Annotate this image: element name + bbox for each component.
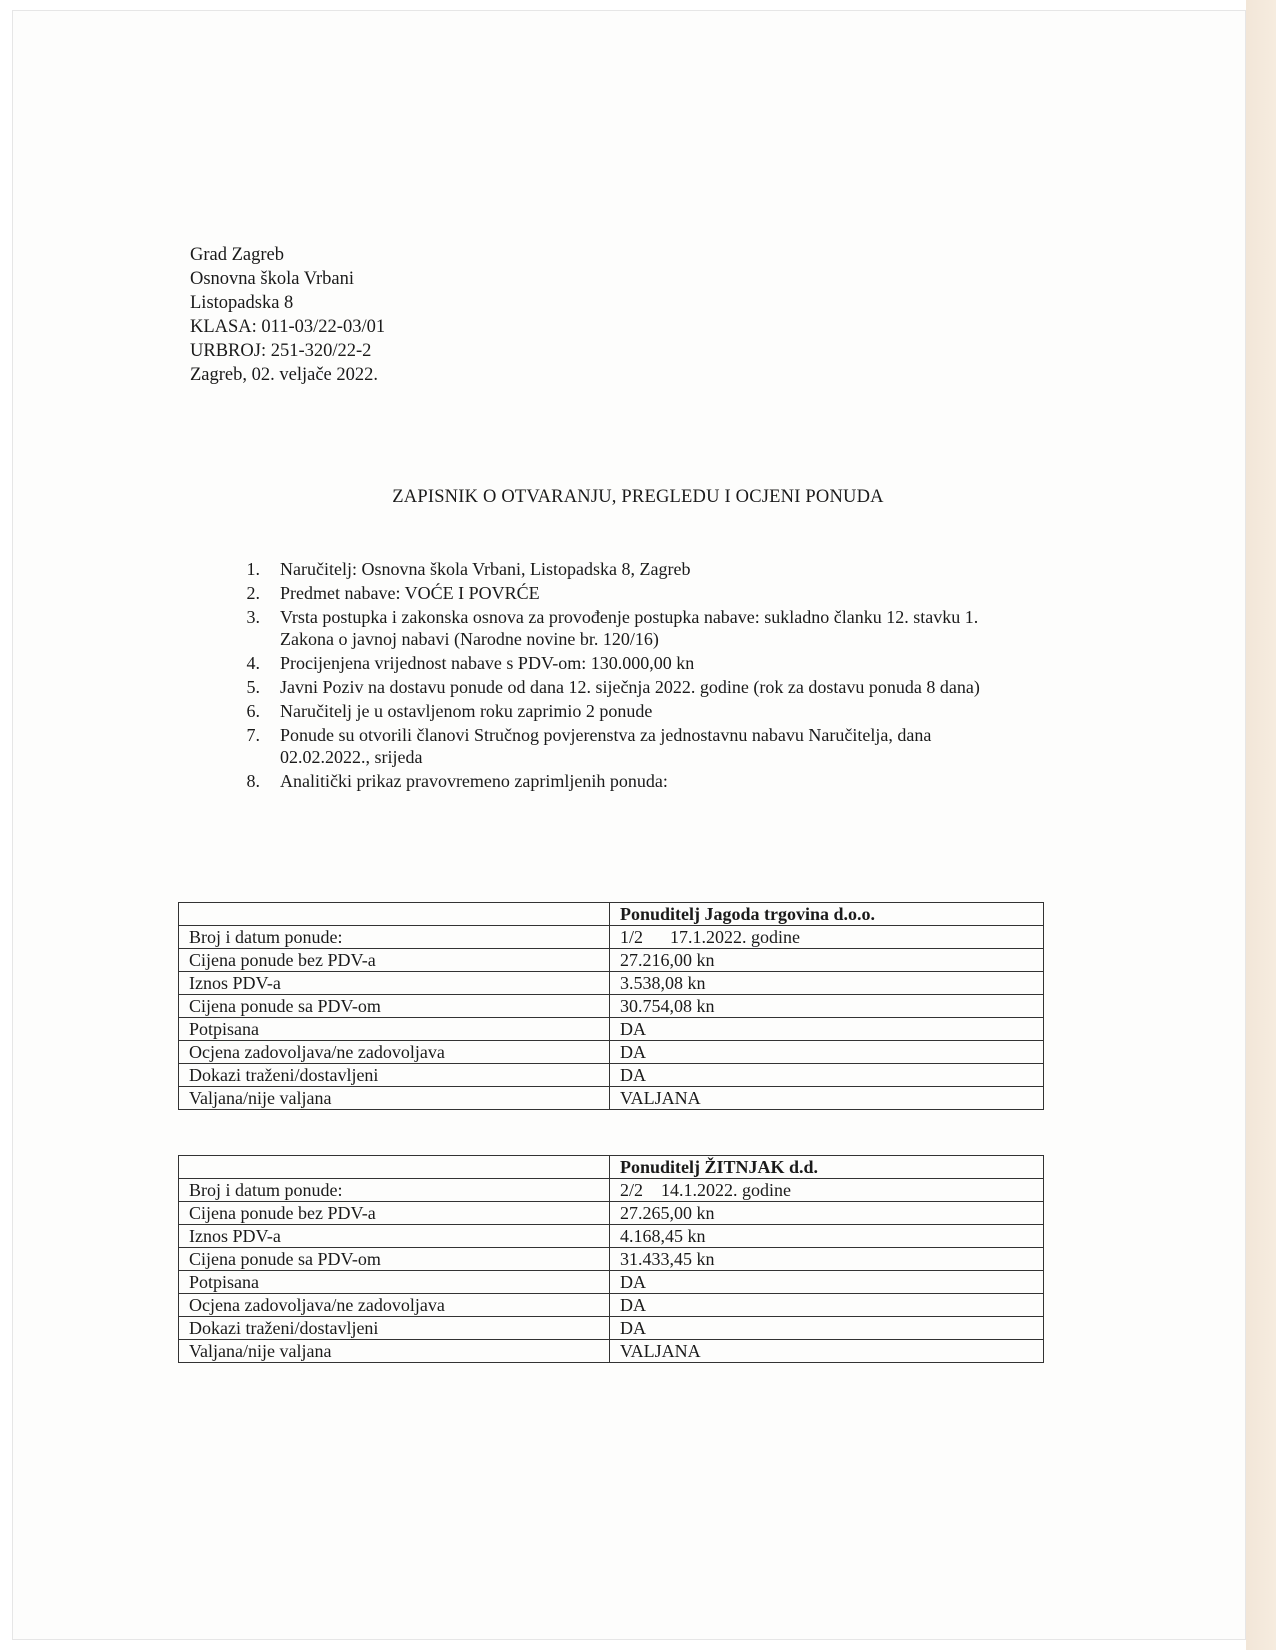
list-item	[220, 652, 1020, 674]
list-item-text: Naručitelj je u ostavljenom roku zaprimio 2 ponude	[280, 701, 653, 721]
row-value: 4.168,45 kn	[610, 1225, 1044, 1248]
row-label: Potpisana	[179, 1018, 610, 1041]
row-value: 1/2 17.1.2022. godine	[610, 926, 1044, 949]
header-date: Zagreb, 02. veljače 2022.	[190, 365, 379, 385]
table-row	[179, 1064, 1044, 1087]
row-value: 3.538,08 kn	[610, 972, 1044, 995]
list-item-number: 7.	[246, 725, 260, 745]
table-row	[179, 926, 1044, 949]
header-klasa: KLASA: 011-03/22-03/01	[190, 317, 386, 337]
list-item-number: 3.	[246, 607, 260, 627]
list-item-number: 2.	[246, 583, 260, 603]
table-row	[179, 1271, 1044, 1294]
list-item	[220, 724, 1020, 768]
list-item-number: 1.	[246, 559, 260, 579]
row-label: Cijena ponude bez PDV-a	[179, 1202, 610, 1225]
table-row	[179, 949, 1044, 972]
header-city: Grad Zagreb	[190, 245, 284, 265]
row-value: 31.433,45 kn	[610, 1248, 1044, 1271]
list-item-text: Analitički prikaz pravovremeno zaprimljenih ponuda:	[280, 771, 668, 791]
row-label: Cijena ponude sa PDV-om	[179, 995, 610, 1018]
list-item-number: 6.	[246, 701, 260, 721]
table-row	[179, 972, 1044, 995]
bidder-name: Ponuditelj Jagoda trgovina d.o.o.	[610, 903, 1044, 926]
list-item-number: 8.	[246, 771, 260, 791]
table-row	[179, 1087, 1044, 1110]
list-item-text: Procijenjena vrijednost nabave s PDV-om: 130.000,00 kn	[280, 653, 695, 673]
table-row	[179, 1340, 1044, 1363]
row-label: Iznos PDV-a	[179, 1225, 610, 1248]
row-label: Dokazi traženi/dostavljeni	[179, 1317, 610, 1340]
row-label: Ocjena zadovoljava/ne zadovoljava	[179, 1294, 610, 1317]
list-item-text: Ponude su otvorili članovi Stručnog povjerenstva za jednostavnu nabavu Naručitelja, dana 02.02.2022., srijeda	[280, 725, 932, 767]
row-label: Cijena ponude bez PDV-a	[179, 949, 610, 972]
header-address: Listopadska 8	[190, 293, 294, 313]
scan-edge	[1246, 0, 1276, 1650]
row-value: 27.216,00 kn	[610, 949, 1044, 972]
row-label: Potpisana	[179, 1271, 610, 1294]
row-value: DA	[610, 1041, 1044, 1064]
row-label: Broj i datum ponude:	[179, 926, 610, 949]
list-item	[220, 700, 1020, 722]
row-label: Cijena ponude sa PDV-om	[179, 1248, 610, 1271]
header-urbroj: URBROJ: 251-320/22-2	[190, 341, 372, 361]
list-item	[220, 676, 1020, 698]
row-value: DA	[610, 1317, 1044, 1340]
row-value: 2/2 14.1.2022. godine	[610, 1179, 1044, 1202]
row-value: DA	[610, 1294, 1044, 1317]
row-value: DA	[610, 1271, 1044, 1294]
list-item	[220, 770, 1020, 792]
header-school: Osnovna škola Vrbani	[190, 269, 354, 289]
table-header-row	[179, 1156, 1044, 1179]
row-value: VALJANA	[610, 1087, 1044, 1110]
row-label: Ocjena zadovoljava/ne zadovoljava	[179, 1041, 610, 1064]
table-header-row	[179, 903, 1044, 926]
row-value: 30.754,08 kn	[610, 995, 1044, 1018]
numbered-list	[220, 558, 1020, 794]
list-item	[220, 558, 1020, 580]
table-row	[179, 995, 1044, 1018]
table-row	[179, 1294, 1044, 1317]
sender-header	[190, 243, 385, 387]
offer-table-jagoda	[178, 902, 1044, 1110]
row-value: DA	[610, 1064, 1044, 1087]
table-row	[179, 1317, 1044, 1340]
row-label: Broj i datum ponude:	[179, 1179, 610, 1202]
list-item-text: Predmet nabave: VOĆE I POVRĆE	[280, 583, 540, 603]
list-item-text: Naručitelj: Osnovna škola Vrbani, Listopadska 8, Zagreb	[280, 559, 691, 579]
list-item-number: 4.	[246, 653, 260, 673]
table-corner-cell	[179, 903, 610, 926]
table-row	[179, 1179, 1044, 1202]
list-item-number: 5.	[246, 677, 260, 697]
document-title: ZAPISNIK O OTVARANJU, PREGLEDU I OCJENI PONUDA	[392, 487, 884, 507]
offer-table-zitnjak	[178, 1155, 1044, 1363]
list-item	[220, 582, 1020, 604]
row-value: 27.265,00 kn	[610, 1202, 1044, 1225]
list-item-text: Javni Poziv na dostavu ponude od dana 12. siječnja 2022. godine (rok za dostavu ponuda 8 dana)	[280, 677, 980, 697]
bidder-name: Ponuditelj ŽITNJAK d.d.	[610, 1156, 1044, 1179]
list-item-text: Vrsta postupka i zakonska osnova za provođenje postupka nabave: sukladno članku 12. stavku 1. Zakona o javnoj nabavi (Narodne novine br. 120/16)	[280, 607, 979, 649]
table-row	[179, 1225, 1044, 1248]
row-value: VALJANA	[610, 1340, 1044, 1363]
row-label: Valjana/nije valjana	[179, 1340, 610, 1363]
table-row	[179, 1202, 1044, 1225]
list-item	[220, 606, 1020, 650]
row-value: DA	[610, 1018, 1044, 1041]
table-row	[179, 1041, 1044, 1064]
row-label: Dokazi traženi/dostavljeni	[179, 1064, 610, 1087]
row-label: Iznos PDV-a	[179, 972, 610, 995]
table-row	[179, 1018, 1044, 1041]
row-label: Valjana/nije valjana	[179, 1087, 610, 1110]
table-row	[179, 1248, 1044, 1271]
table-corner-cell	[179, 1156, 610, 1179]
